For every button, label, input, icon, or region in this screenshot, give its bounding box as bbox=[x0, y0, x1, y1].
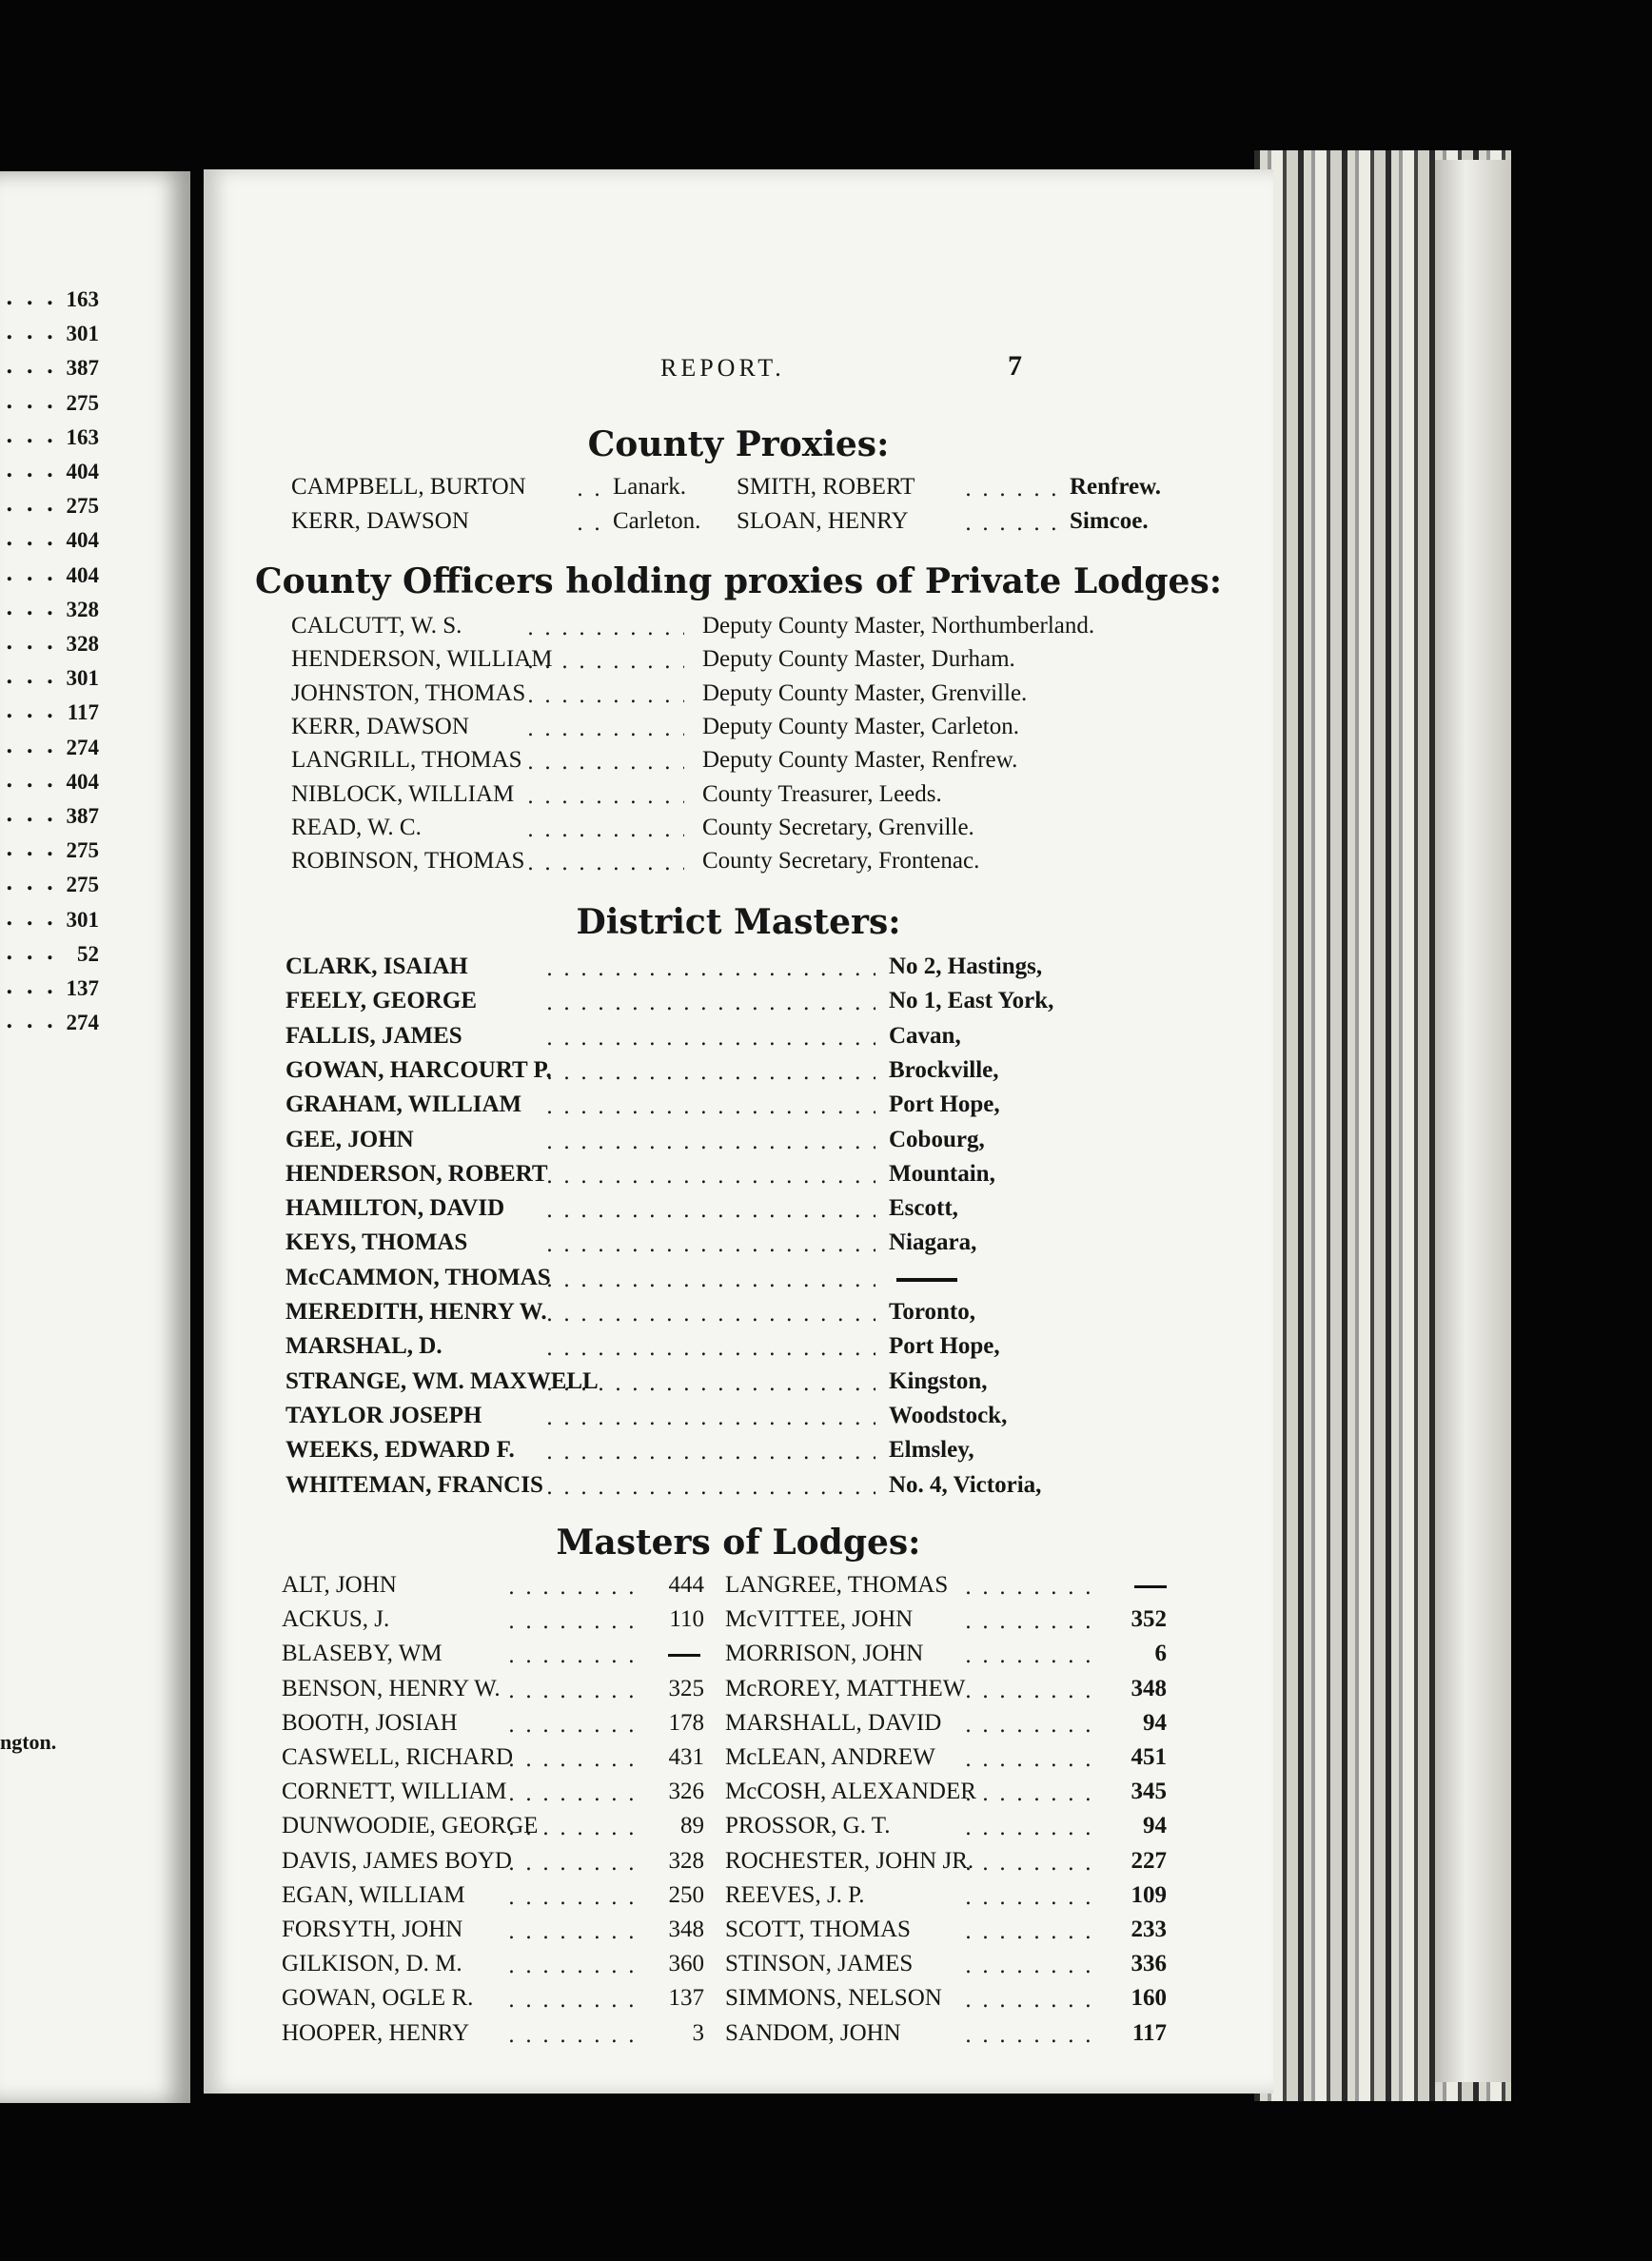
lodge-master-name: DAVIS, JAMES BOYD bbox=[282, 1847, 512, 1874]
officer-name: NIBLOCK, WILLIAM bbox=[291, 780, 515, 807]
lodge-master-name: FORSYTH, JOHN bbox=[282, 1917, 463, 1942]
leader-dots bbox=[546, 1337, 875, 1356]
district-name: Escott, bbox=[889, 1195, 958, 1222]
leader-dots: . . . bbox=[6, 526, 57, 552]
lodge-master-name: BLASEBY, WM bbox=[282, 1641, 442, 1667]
left-page-number: 163 bbox=[66, 424, 99, 449]
left-page-number: 52 bbox=[77, 941, 99, 966]
report-page bbox=[204, 169, 1273, 2094]
leader-dots bbox=[527, 751, 684, 770]
leader-dots bbox=[546, 1372, 875, 1391]
lodge-master-name: McVITTEE, JOHN bbox=[725, 1606, 914, 1633]
district-master-name: HAMILTON, DAVID bbox=[285, 1195, 505, 1222]
lodge-number: 137 bbox=[668, 1985, 704, 2012]
district-masters-heading: District Masters: bbox=[576, 902, 901, 942]
leader-dots bbox=[508, 1680, 637, 1699]
leader-dots bbox=[527, 818, 684, 837]
leader-dots bbox=[508, 1576, 637, 1595]
district-master-name: STRANGE, WM. MAXWELL bbox=[285, 1367, 599, 1394]
leader-dots: . . . bbox=[6, 388, 57, 414]
leader-dots bbox=[546, 1303, 875, 1322]
district-name: No. 4, Victoria, bbox=[889, 1471, 1042, 1498]
leader-dots bbox=[546, 1233, 875, 1252]
district-name: No 2, Hastings, bbox=[889, 954, 1043, 979]
county-proxies-heading: County Proxies: bbox=[587, 424, 890, 464]
lodge-number: 352 bbox=[1131, 1606, 1167, 1633]
lodge-number: 451 bbox=[1131, 1744, 1167, 1770]
leader-dots: . . . bbox=[6, 630, 57, 655]
lodge-number: 326 bbox=[668, 1779, 704, 1805]
district-name: Cobourg, bbox=[889, 1126, 985, 1152]
leader-dots: . . . bbox=[6, 354, 57, 380]
leader-dots bbox=[508, 1989, 637, 2008]
leader-dots: . . . bbox=[6, 871, 57, 896]
district-name: Elmsley, bbox=[889, 1437, 974, 1464]
lodge-master-name: DUNWOODIE, GEORGE bbox=[282, 1813, 539, 1839]
left-page-number: 328 bbox=[66, 597, 99, 621]
lodge-number: 348 bbox=[1131, 1675, 1167, 1701]
leader-dots bbox=[508, 1886, 637, 1905]
leader-dots bbox=[508, 1920, 637, 1939]
leader-dots bbox=[965, 1714, 1098, 1733]
leader-dots: . . . bbox=[6, 285, 57, 310]
officer-name: READ, W. C. bbox=[291, 814, 422, 840]
lodge-master-name: ALT, JOHN bbox=[282, 1572, 397, 1598]
district-name: Brockville, bbox=[889, 1056, 999, 1083]
leader-dots: . . . bbox=[6, 733, 57, 758]
lodge-number: 3 bbox=[692, 2019, 704, 2046]
left-page-number: 301 bbox=[66, 322, 99, 346]
leader-dots bbox=[965, 1817, 1098, 1836]
page-title: REPORT. bbox=[660, 354, 785, 382]
leader-dots bbox=[527, 617, 684, 636]
leader-dots bbox=[508, 1644, 637, 1663]
district-name: Port Hope, bbox=[889, 1333, 1000, 1360]
district-name: Kingston, bbox=[889, 1367, 988, 1394]
left-page-number: 404 bbox=[66, 528, 99, 553]
lodge-master-name: GOWAN, OGLE R. bbox=[282, 1985, 474, 2012]
left-page-number: 117 bbox=[67, 700, 99, 725]
lodge-master-name: ROCHESTER, JOHN JR. bbox=[725, 1847, 974, 1874]
leader-dots: . . . bbox=[6, 492, 57, 518]
left-page-number: 404 bbox=[66, 769, 99, 794]
leader-dots: . . . bbox=[6, 767, 57, 793]
left-page-number: 275 bbox=[66, 873, 99, 897]
leader-dots bbox=[508, 1782, 637, 1801]
district-master-name: GEE, JOHN bbox=[285, 1126, 414, 1152]
leader-dots bbox=[965, 1610, 1098, 1629]
leader-dots bbox=[546, 1476, 875, 1495]
lodge-number: 431 bbox=[668, 1744, 704, 1770]
leader-dots bbox=[546, 1268, 875, 1288]
page-number: 7 bbox=[1008, 350, 1022, 382]
leader-dots: . . . bbox=[6, 560, 57, 586]
lodge-master-name: PROSSOR, G. T. bbox=[725, 1813, 891, 1839]
leader-dots bbox=[508, 2024, 637, 2043]
lodge-master-name: SIMMONS, NELSON bbox=[725, 1985, 942, 2012]
lodge-dash bbox=[668, 1654, 700, 1657]
district-master-name: GOWAN, HARCOURT P. bbox=[285, 1056, 552, 1083]
district-master-name: CLARK, ISAIAH bbox=[285, 954, 468, 979]
left-page-number: 387 bbox=[66, 804, 99, 828]
lodge-master-name: CORNETT, WILLIAM bbox=[282, 1779, 507, 1805]
officer-office: County Secretary, Frontenac. bbox=[702, 848, 980, 875]
officer-name: CALCUTT, W. S. bbox=[291, 613, 462, 639]
officer-name: LANGRILL, THOMAS bbox=[291, 747, 522, 774]
leader-dots bbox=[965, 478, 1070, 497]
lodge-master-name: SANDOM, JOHN bbox=[725, 2019, 901, 2046]
left-facing-page bbox=[0, 171, 190, 2103]
left-page-number: 275 bbox=[66, 390, 99, 415]
leader-dots bbox=[527, 785, 684, 804]
leader-dots bbox=[527, 852, 684, 871]
lodge-master-name: GILKISON, D. M. bbox=[282, 1951, 462, 1977]
leader-dots bbox=[546, 1406, 875, 1425]
lodge-master-name: McLEAN, ANDREW bbox=[725, 1744, 935, 1770]
district-master-name: MARSHAL, D. bbox=[285, 1333, 442, 1360]
lodge-number: 348 bbox=[668, 1917, 704, 1942]
leader-dots bbox=[508, 1714, 637, 1733]
district-name: No 1, East York, bbox=[889, 988, 1054, 1014]
lodge-dash bbox=[1134, 1585, 1167, 1588]
lodge-master-name: CASWELL, RICHARD bbox=[282, 1744, 514, 1770]
leader-dots bbox=[508, 1817, 637, 1836]
lodge-master-name: STINSON, JAMES bbox=[725, 1951, 914, 1977]
left-page-number: 404 bbox=[66, 460, 99, 483]
officer-office: Deputy County Master, Durham. bbox=[702, 646, 1015, 673]
lodge-number: 444 bbox=[668, 1572, 704, 1598]
leader-dots bbox=[527, 684, 684, 703]
leader-dots bbox=[965, 1748, 1098, 1767]
lodge-number: 325 bbox=[668, 1675, 704, 1701]
lodge-number: 250 bbox=[668, 1881, 704, 1908]
lodge-master-name: McCOSH, ALEXANDER bbox=[725, 1779, 976, 1805]
officer-name: JOHNSTON, THOMAS bbox=[291, 679, 526, 706]
lodge-number: 94 bbox=[1143, 1709, 1167, 1736]
leader-dots: . . . bbox=[6, 802, 57, 827]
district-dash bbox=[896, 1278, 957, 1282]
proxy-county: Simcoe. bbox=[1070, 508, 1149, 534]
officer-office: Deputy County Master, Carleton. bbox=[702, 713, 1019, 739]
lodge-master-name: REEVES, J. P. bbox=[725, 1881, 865, 1908]
left-page-number: 137 bbox=[66, 976, 99, 1000]
left-page-fragment: ngton. bbox=[0, 1730, 57, 1754]
district-master-name: MEREDITH, HENRY W. bbox=[285, 1299, 547, 1325]
district-master-name: McCAMMON, THOMAS bbox=[285, 1264, 551, 1290]
proxy-county: Lanark. bbox=[613, 474, 687, 500]
lodge-master-name: MORRISON, JOHN bbox=[725, 1641, 924, 1667]
proxy-name: SMITH, ROBERT bbox=[737, 474, 915, 500]
lodge-number: 6 bbox=[1154, 1641, 1167, 1667]
left-page-number: 404 bbox=[66, 562, 99, 587]
proxy-county: Renfrew. bbox=[1070, 474, 1162, 500]
district-name: Toronto, bbox=[889, 1299, 976, 1325]
leader-dots bbox=[965, 1989, 1098, 2008]
leader-dots: . . . bbox=[6, 664, 57, 690]
left-page-number: 163 bbox=[66, 287, 99, 311]
leader-dots bbox=[508, 1852, 637, 1871]
lodge-master-name: MARSHALL, DAVID bbox=[725, 1709, 942, 1736]
left-page-number: 387 bbox=[66, 356, 99, 381]
officer-office: County Treasurer, Leeds. bbox=[702, 780, 942, 807]
district-master-name: KEYS, THOMAS bbox=[285, 1229, 468, 1256]
district-name: Mountain, bbox=[889, 1160, 995, 1187]
leader-dots: . . . bbox=[6, 698, 57, 724]
district-master-name: HENDERSON, ROBERT bbox=[285, 1160, 548, 1187]
district-name: Cavan, bbox=[889, 1022, 961, 1049]
lodge-master-name: BENSON, HENRY W. bbox=[282, 1675, 501, 1701]
leader-dots bbox=[546, 957, 875, 976]
lodge-master-name: LANGREE, THOMAS bbox=[725, 1572, 949, 1598]
district-master-name: GRAHAM, WILLIAM bbox=[285, 1091, 522, 1118]
left-page-number: 274 bbox=[66, 1011, 99, 1035]
officer-office: Deputy County Master, Renfrew. bbox=[702, 747, 1018, 774]
lodge-number: 110 bbox=[669, 1606, 704, 1633]
leader-dots bbox=[965, 1920, 1098, 1939]
proxy-name: KERR, DAWSON bbox=[291, 508, 469, 534]
leader-dots bbox=[546, 1199, 875, 1218]
district-master-name: WHITEMAN, FRANCIS bbox=[285, 1471, 543, 1498]
leader-dots bbox=[527, 718, 684, 737]
lodge-master-name: EGAN, WILLIAM bbox=[282, 1881, 465, 1908]
leader-dots: . . . bbox=[6, 905, 57, 931]
officer-name: ROBINSON, THOMAS bbox=[291, 848, 525, 875]
leader-dots bbox=[546, 1441, 875, 1460]
leader-dots: . . . bbox=[6, 1009, 57, 1034]
left-page-number: 301 bbox=[66, 907, 99, 932]
leader-dots bbox=[546, 992, 875, 1011]
lodge-number: 178 bbox=[668, 1709, 704, 1736]
leader-dots bbox=[965, 1680, 1098, 1699]
leader-dots bbox=[965, 2024, 1098, 2043]
left-page-number: 275 bbox=[66, 494, 99, 519]
left-page-number: 301 bbox=[66, 666, 99, 691]
lodge-master-name: ACKUS, J. bbox=[282, 1606, 390, 1633]
district-master-name: FALLIS, JAMES bbox=[285, 1022, 462, 1049]
lodge-number: 345 bbox=[1131, 1779, 1167, 1805]
lodge-number: 360 bbox=[668, 1951, 704, 1977]
district-master-name: FEELY, GEORGE bbox=[285, 988, 478, 1014]
leader-dots bbox=[546, 1130, 875, 1150]
lodge-number: 233 bbox=[1131, 1917, 1167, 1942]
officer-office: Deputy County Master, Grenville. bbox=[702, 679, 1028, 706]
masters-of-lodges-heading: Masters of Lodges: bbox=[556, 1523, 921, 1563]
leader-dots: . . . bbox=[6, 458, 57, 482]
district-master-name: WEEKS, EDWARD F. bbox=[285, 1437, 515, 1464]
leader-dots bbox=[965, 1886, 1098, 1905]
district-name: Port Hope, bbox=[889, 1091, 1000, 1118]
leader-dots: . . . bbox=[6, 939, 57, 965]
district-name: Niagara, bbox=[889, 1229, 977, 1256]
leader-dots bbox=[546, 1027, 875, 1046]
leader-dots: . . . bbox=[6, 595, 57, 620]
leader-dots bbox=[965, 1955, 1098, 1974]
lodge-master-name: HOOPER, HENRY bbox=[282, 2019, 470, 2046]
leader-dots bbox=[508, 1748, 637, 1767]
district-name: Woodstock, bbox=[889, 1402, 1008, 1428]
lodge-master-name: SCOTT, THOMAS bbox=[725, 1917, 911, 1942]
leader-dots: . . . bbox=[6, 320, 57, 345]
lodge-number: 109 bbox=[1131, 1881, 1167, 1908]
left-page-number: 274 bbox=[66, 735, 99, 759]
leader-dots bbox=[546, 1095, 875, 1114]
leader-dots bbox=[546, 1165, 875, 1184]
leader-dots bbox=[508, 1955, 637, 1974]
proxy-name: CAMPBELL, BURTON bbox=[291, 474, 526, 500]
lodge-number: 336 bbox=[1131, 1951, 1167, 1977]
proxy-county: Carleton. bbox=[613, 508, 701, 534]
lodge-number: 227 bbox=[1131, 1847, 1167, 1874]
lodge-master-name: McROREY, MATTHEW bbox=[725, 1675, 966, 1701]
leader-dots bbox=[577, 478, 613, 497]
leader-dots bbox=[965, 512, 1070, 531]
leader-dots bbox=[965, 1644, 1098, 1663]
leader-dots bbox=[508, 1610, 637, 1629]
left-page-number: 275 bbox=[66, 838, 99, 863]
officer-name: KERR, DAWSON bbox=[291, 713, 469, 739]
leader-dots bbox=[965, 1782, 1098, 1801]
officer-office: Deputy County Master, Northumberland. bbox=[702, 613, 1095, 639]
lodge-number: 94 bbox=[1143, 1813, 1167, 1839]
leader-dots bbox=[577, 512, 613, 531]
leader-dots: . . . bbox=[6, 423, 57, 448]
lodge-number: 160 bbox=[1131, 1985, 1167, 2012]
book-page-edges bbox=[1254, 150, 1511, 2101]
lodge-number: 328 bbox=[668, 1847, 704, 1874]
district-master-name: TAYLOR JOSEPH bbox=[285, 1402, 482, 1428]
leader-dots: . . . bbox=[6, 974, 57, 999]
proxy-name: SLOAN, HENRY bbox=[737, 508, 909, 534]
leader-dots: . . . bbox=[6, 836, 57, 862]
left-page-number: 328 bbox=[66, 632, 99, 656]
leader-dots bbox=[965, 1576, 1098, 1595]
lodge-number: 117 bbox=[1131, 2019, 1167, 2046]
leader-dots bbox=[527, 650, 684, 669]
leader-dots bbox=[965, 1852, 1098, 1871]
officer-office: County Secretary, Grenville. bbox=[702, 814, 974, 840]
county-officers-heading: County Officers holding proxies of Private Lodges: bbox=[254, 561, 1223, 601]
lodge-master-name: BOOTH, JOSIAH bbox=[282, 1709, 458, 1736]
lodge-number: 89 bbox=[680, 1813, 704, 1839]
officer-name: HENDERSON, WILLIAM bbox=[291, 646, 553, 673]
leader-dots bbox=[546, 1061, 875, 1080]
